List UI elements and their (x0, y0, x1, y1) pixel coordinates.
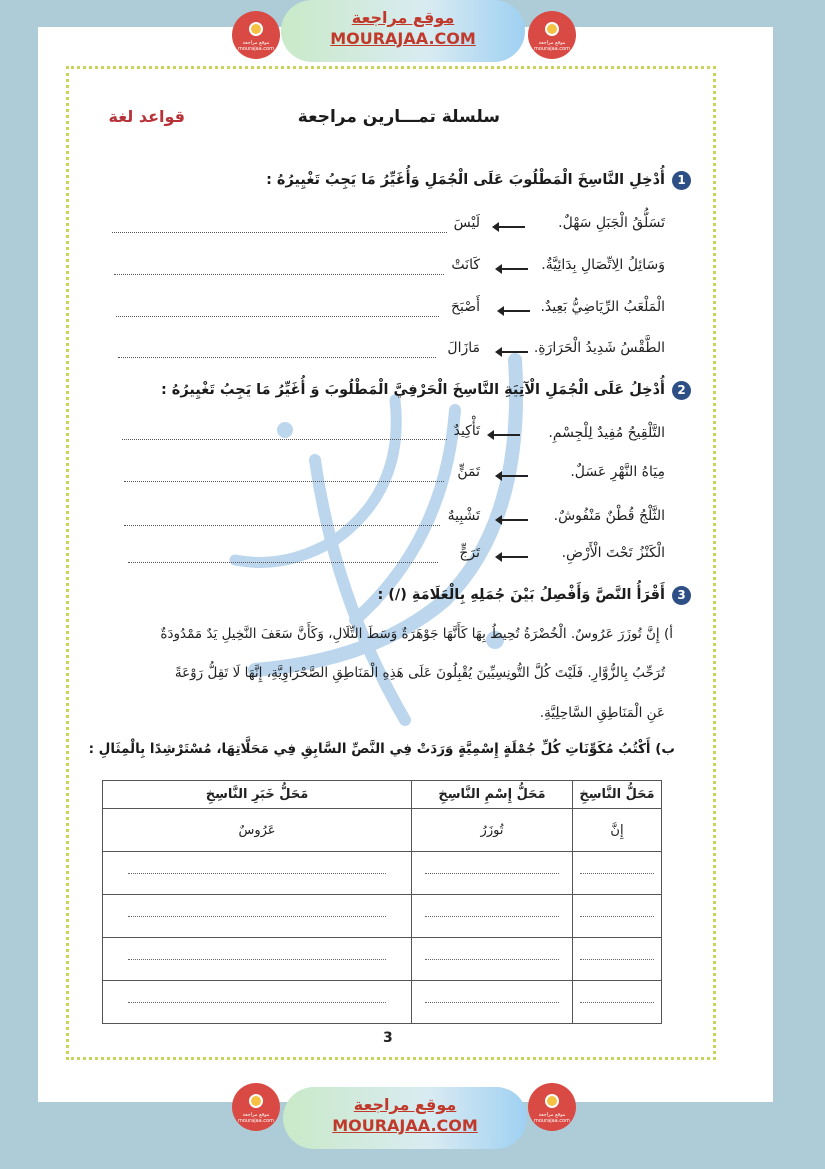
table-cell-empty[interactable] (412, 895, 573, 938)
ex1-word-1: لَيْسَ (453, 215, 480, 231)
table-header: مَحَلُّ النَّاسِخِ (573, 781, 662, 809)
logo-caption: موقع مراجعة mourajaa.com (533, 1112, 570, 1124)
ex2-sentence-3: الثَّلْجُ قُطْنٌ مَنْفُوشٌ. (553, 508, 665, 524)
worksheet-title: سلسلة تمـــارين مراجعة (297, 107, 500, 127)
ex1-sentence-3: الْمَلْعَبُ الرِّيَاضِيُّ بَعِيدٌ. (540, 299, 665, 315)
ex2-answer-line-1[interactable] (122, 439, 447, 440)
table-header: مَحَلُّ خَبَرِ النَّاسِخِ (103, 781, 412, 809)
logo-caption: موقع مراجعة mourajaa.com (237, 40, 274, 52)
ex1-sentence-4: الطَّقْسُ شَدِيدُ الْحَرَارَةِ. (533, 340, 665, 356)
arrow-icon (500, 351, 528, 353)
ex2-sentence-2: مِيَاهُ النَّهْرِ عَسَلٌ. (570, 464, 665, 480)
exercise-1-instruction: أُدْخِلِ النَّاسِخَ الْمَطْلُوبَ عَلَى الْجُمَلِ وَأُغَيِّرُ مَا يَجِبُ تَغْيِيرُهُ : (266, 172, 665, 188)
table-header: مَحَلُّ إِسْمِ النَّاسِخِ (412, 781, 573, 809)
table-cell-empty[interactable] (103, 938, 412, 981)
ex2-word-1: تَأْكِيدٌ (453, 423, 480, 439)
ex3-part-b-instruction: ب) أَكْتُبُ مُكَوِّنَاتِ كُلِّ جُمْلَةٍ إِسْمِيَّةٍ وَرَدَتْ فِي النَّصِّ السَّابِقِ فِي مَحَلَّاتِهَا، مُسْتَرْشِدًا بِالْمِثَالِ : (88, 741, 675, 757)
ex3-text-line-3: عَنِ الْمَنَاطِقِ السَّاحِلِيَّةِ. (539, 705, 665, 721)
ex1-sentence-2: وَسَائِلُ الِاتِّصَالِ بِدَائِيَّةٌ. (541, 257, 665, 273)
arrow-icon (492, 434, 520, 436)
ex2-word-3: تَشْبِيهٌ (447, 508, 480, 524)
ex2-sentence-4: الْكَنْزُ تَحْتَ الْأَرْضِ. (561, 545, 665, 561)
ex2-sentence-1: التَّلْقِيحُ مُفِيدٌ لِلْجِسْمِ. (548, 425, 665, 441)
ex1-word-3: أَصْبَحَ (450, 299, 480, 315)
ex2-answer-line-2[interactable] (124, 481, 444, 482)
table-cell: تُوزَرُ (412, 809, 573, 852)
ex1-sentence-1: تَسَلُّقُ الْجَبَلِ سَهْلٌ. (558, 215, 665, 231)
exercise-3-instruction: أَقْرَأُ النَّصَّ وَأَفْصِلُ بَيْنَ جُمَلِهِ بِالْعَلَامَةِ (/) : (377, 587, 665, 603)
table-row-example (103, 809, 662, 852)
table-cell-empty[interactable] (573, 938, 662, 981)
arrow-icon (500, 268, 528, 270)
table-cell-empty[interactable] (103, 981, 412, 1024)
table-cell-empty[interactable] (412, 981, 573, 1024)
ex1-word-4: مَازَالَ (447, 340, 480, 356)
table-cell-empty[interactable] (412, 938, 573, 981)
ex1-answer-line-2[interactable] (114, 274, 444, 275)
exercise-2-instruction: أُدْخِلُ عَلَى الْجُمَلِ الْآتِيَةِ النَّاسِخَ الْحَرْفِيَّ الْمَطْلُوبَ وَ أُغَيِّرُ مَا يَجِبُ تَغْيِيرُهُ : (160, 382, 665, 398)
table-cell-empty[interactable] (412, 852, 573, 895)
ex1-answer-line-3[interactable] (116, 316, 439, 317)
arrow-icon (500, 556, 528, 558)
table-row (103, 895, 662, 938)
table-cell-empty[interactable] (103, 895, 412, 938)
table-cell-empty[interactable] (573, 981, 662, 1024)
table-cell: عَرُوسٌ (103, 809, 412, 852)
ex1-answer-line-4[interactable] (118, 357, 436, 358)
table-header-row (103, 781, 662, 809)
analysis-table (102, 780, 662, 1024)
table-cell-empty[interactable] (573, 895, 662, 938)
table-cell: إِنَّ (573, 809, 662, 852)
ex3-text-line-1: أ) إِنَّ تُوزَرَ عَرُوسٌ. الْخُضْرَةُ تُحِيطُ بِهَا كَأَنَّهَا جَوْهَرَةٌ وَسَطَ التِّلَالِ، وَكَأَنَّ سَعَفَ النَّخِيلِ يَدٌ مَمْدُودَةٌ (160, 626, 673, 642)
logo-caption: موقع مراجعة mourajaa.com (237, 1112, 274, 1124)
ex1-answer-line-1[interactable] (112, 232, 447, 233)
ex1-word-2: كَانَتْ (451, 257, 480, 273)
arrow-icon (497, 226, 525, 228)
arrow-icon (500, 475, 528, 477)
site-arabic-name[interactable]: موقع مراجعة (351, 8, 455, 27)
site-domain[interactable]: MOURAJAA.COM (332, 1116, 478, 1135)
ex2-answer-line-3[interactable] (124, 525, 440, 526)
page-number: 3 (383, 1030, 393, 1046)
table-cell-empty[interactable] (103, 852, 412, 895)
exercise-2-number: 2 (672, 381, 691, 400)
ex2-word-4: تَرَجٍّ (459, 545, 480, 561)
table-row (103, 938, 662, 981)
logo-caption: موقع مراجعة mourajaa.com (533, 40, 570, 52)
exercise-3-number: 3 (672, 586, 691, 605)
ex3-text-line-2: تُرَحِّبُ بِالزُّوَّارِ. فَلَيْتَ كُلَّ التُّونِسِيِّينَ يُقْبِلُونَ عَلَى هَذِهِ الْمَنَاطِقِ الصَّحْرَاوِيَّةِ، إِنَّهَا لَا تَقِلُّ رَوْعَةً (174, 665, 665, 681)
ex2-word-2: تَمَنٍّ (457, 464, 480, 480)
arrow-icon (500, 519, 528, 521)
table-cell-empty[interactable] (573, 852, 662, 895)
arrow-icon (502, 310, 530, 312)
exercise-1-number: 1 (672, 171, 691, 190)
table-row (103, 981, 662, 1024)
table-row (103, 852, 662, 895)
site-domain[interactable]: MOURAJAA.COM (330, 29, 476, 48)
ex2-answer-line-4[interactable] (128, 562, 438, 563)
site-arabic-name[interactable]: موقع مراجعة (353, 1095, 457, 1114)
subject-label: قواعد لغة (108, 107, 185, 126)
